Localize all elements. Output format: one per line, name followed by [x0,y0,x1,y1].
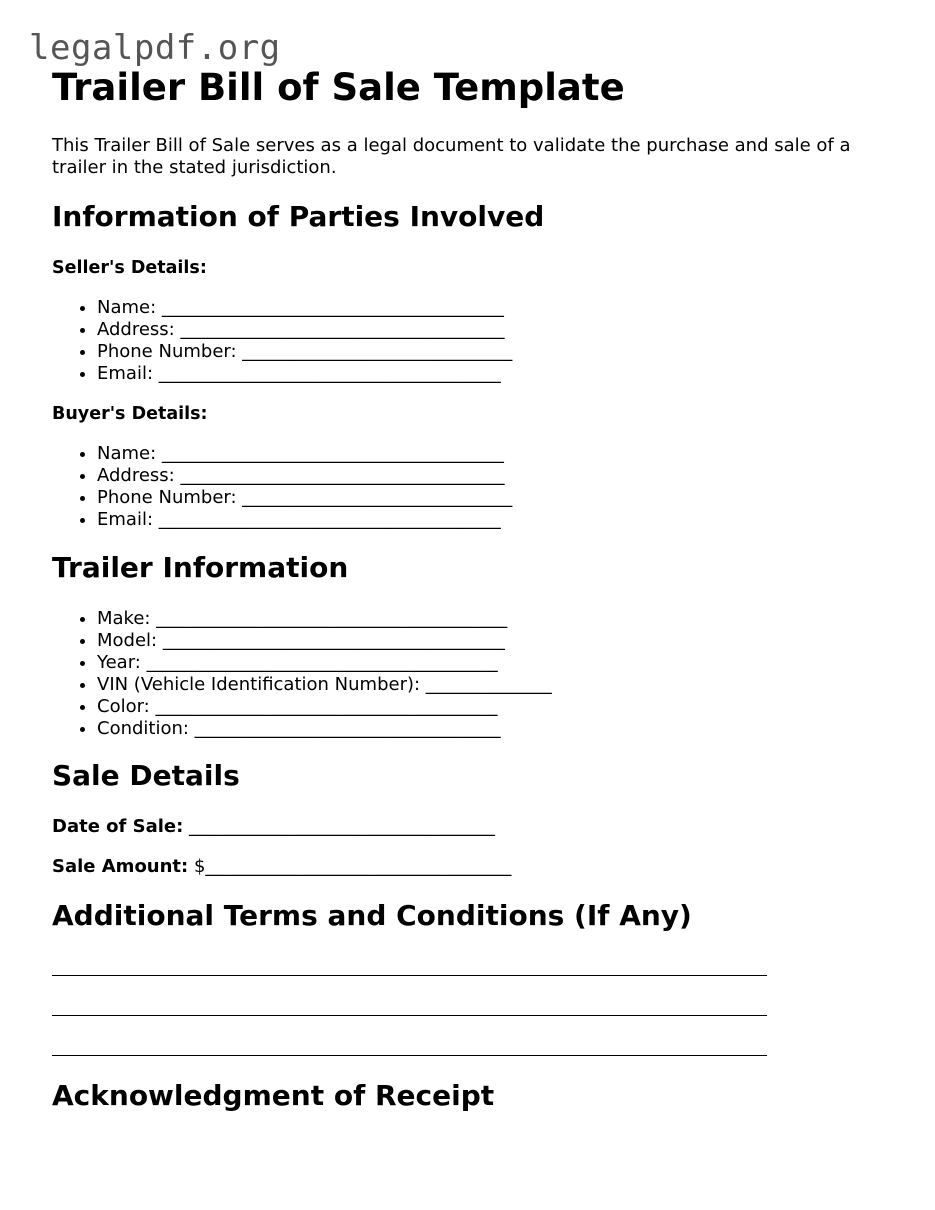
trailer-year-field[interactable]: • Year: _______________________________________ [97,652,552,674]
sale-amount-field[interactable] [52,856,511,878]
sale-heading: Sale Details [52,759,240,792]
terms-blank-line-3[interactable] [52,1055,767,1056]
trailer-model-field[interactable]: • Model: ______________________________________ [97,630,552,652]
buyer-address-field[interactable]: • Address: ____________________________________ [97,465,512,487]
parties-heading: Information of Parties Involved [52,200,545,233]
trailer-color-field[interactable]: • Color: ______________________________________ [97,696,552,718]
acknowledgment-heading: Acknowledgment of Receipt [52,1079,495,1112]
seller-name-field[interactable]: • Name: ______________________________________ [97,297,512,319]
terms-blank-line-1[interactable] [52,975,767,976]
sale-date-label: Date of Sale: [52,816,184,837]
buyer-name-field[interactable]: • Name: ______________________________________ [97,443,512,465]
document-title: Trailer Bill of Sale Template [52,66,625,109]
sale-date-field[interactable] [52,816,495,838]
seller-email-field[interactable]: • Email: ______________________________________ [97,363,512,385]
trailer-condition-field[interactable]: • Condition: __________________________________ [97,718,552,740]
site-watermark: legalpdf.org [29,28,281,68]
trailer-heading: Trailer Information [52,551,349,584]
buyer-phone-field[interactable]: • Phone Number: ______________________________ [97,487,512,509]
intro-paragraph: This Trailer Bill of Sale serves as a legal document to validate the purchase and sale of a trailer in the stated jurisdiction. [52,135,851,178]
trailer-details-list [52,608,552,740]
terms-blank-line-2[interactable] [52,1015,767,1016]
sale-date-blank[interactable]: __________________________________ [183,816,496,837]
trailer-vin-field[interactable]: • VIN (Vehicle Identification Number): ______________ [97,674,552,696]
sale-amount-label: Sale Amount: [52,856,189,877]
seller-details-list [52,297,512,385]
seller-address-field[interactable]: • Address: ____________________________________ [97,319,512,341]
buyer-email-field[interactable]: • Email: ______________________________________ [97,509,512,531]
sale-amount-blank[interactable]: $__________________________________ [188,856,512,877]
seller-phone-field[interactable]: • Phone Number: ______________________________ [97,341,512,363]
terms-heading: Additional Terms and Conditions (If Any) [52,899,692,932]
seller-heading: Seller's Details: [52,258,207,278]
buyer-details-list [52,443,512,531]
trailer-make-field[interactable]: • Make: _______________________________________ [97,608,552,630]
buyer-heading: Buyer's Details: [52,404,208,424]
